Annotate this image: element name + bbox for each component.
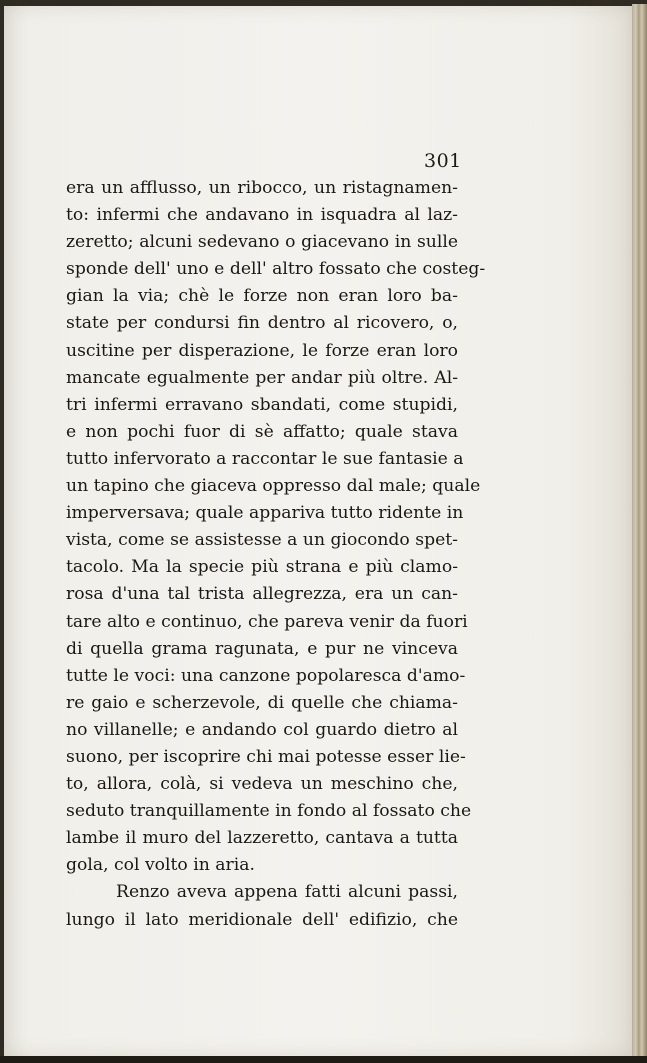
- text-line: tacolo. Ma la specie più strana e più clamo-: [66, 557, 458, 578]
- text-line: rosa d'una tal trista allegrezza, era un can-: [66, 584, 458, 605]
- text-line: no villanelle; e andando col guardo dietro al: [66, 719, 458, 740]
- text-line: suono, per iscoprire chi mai potesse esser lie-: [66, 746, 466, 767]
- text-line: e non pochi fuor di sè affatto; quale stava: [66, 421, 458, 442]
- text-line: zeretto; alcuni sedevano o giacevano in sulle: [66, 232, 458, 253]
- text-line: tutto infervorato a raccontar le sue fantasie a: [66, 448, 464, 469]
- text-line: gian la via; chè le forze non eran loro ba-: [66, 286, 458, 307]
- text-line: Renzo aveva appena fatti alcuni passi,: [116, 882, 458, 903]
- text-line: lungo il lato meridionale dell' edifizio, che: [66, 909, 458, 930]
- text-line: vista, come se assistesse a un giocondo spet-: [66, 530, 458, 551]
- text-line: mancate egualmente per andar più oltre. Al-: [66, 367, 458, 388]
- text-line: re gaio e scherzevole, di quelle che chiama-: [66, 692, 458, 713]
- text-line: era un afflusso, un ribocco, un ristagnamen-: [66, 178, 458, 198]
- text-line: to, allora, colà, si vedeva un meschino che,: [66, 774, 458, 795]
- text-line: sponde dell' uno e dell' altro fossato che costeg-: [66, 259, 486, 280]
- text-line: gola, col volto in aria.: [66, 855, 255, 876]
- text-line: tutte le voci: una canzone popolaresca d'amo-: [66, 665, 466, 686]
- page-edge-stack: [632, 4, 647, 1059]
- text-line: state per condursi fin dentro al ricovero, o,: [66, 313, 458, 334]
- text-line: lambe il muro del lazzeretto, cantava a tutta: [66, 828, 458, 849]
- text-line: di quella grama ragunata, e pur ne vinceva: [66, 638, 458, 659]
- text-line: uscitine per disperazione, le forze eran loro: [66, 340, 458, 361]
- text-line: un tapino che giaceva oppresso dal male; quale: [66, 476, 481, 497]
- text-line: imperversava; quale appariva tutto ridente in: [66, 503, 464, 524]
- bottom-edge: [0, 1056, 647, 1063]
- page-number: 301: [424, 150, 462, 172]
- text-line: to: infermi che andavano in isquadra al laz-: [66, 205, 458, 226]
- text-line: seduto tranquillamente in fondo al fossato che: [66, 801, 472, 822]
- text-line: tri infermi erravano sbandati, come stupidi,: [66, 394, 458, 415]
- text-line: tare alto e continuo, che pareva venir da fuori: [66, 611, 468, 632]
- body-text: [66, 175, 486, 934]
